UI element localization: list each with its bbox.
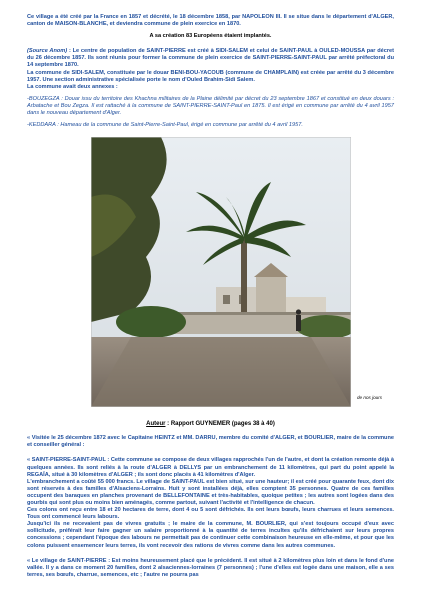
sidi-salem-paragraph: La commune de SIDI-SALEM, constituée par le douar BENI-BOU-YACOUB (commune de CHAMPLAIN) est créée par arrêté du 3 décembre 1957. Une section administrative spécialisée porte le nom d'Ouled Brahim-Sidi Salem. xyxy=(27,69,394,83)
village-photo-image xyxy=(91,137,351,407)
creation-note: A sa création 83 Européens étaient implantés. xyxy=(149,33,272,40)
source-paragraph xyxy=(27,48,394,69)
source-label: (Source Anom) xyxy=(27,48,68,55)
village-photo xyxy=(91,137,351,407)
annex-bouzegza: -BOUZEGZA : Douar issu du territoire des Khachna militaires de la Plaine délimité par décret du 23 septembre 1867 et constitué en deux douars : Arbatache et Bou Zegza. Il est rattaché à la commune de SAINT-PIERRE-SAINT-Paul en 1875. Il est érigé en commune par arrêté du 4 avril 1957 dans le nouveau département d'Alger. xyxy=(27,95,394,117)
author-text: : Rapport GUYNEMER (pages 38 à 40) xyxy=(165,421,275,428)
report-intro: « Visitée le 25 décembre 1872 avec le Capitaine HEINTZ et MM. DARRU, membre du comité d'ALGER, et BOURLIER, maire de la commune et conseiller général : xyxy=(27,435,394,449)
intro-paragraph: Ce village a été créé par la France en 1857 et décrété, le 18 décembre 1858, par NAPOLEON III. Il se situe dans le département d'ALGER, canton de MAISON-BLANCHE, et deviendra commune de plein exercice en 1870. xyxy=(27,14,394,28)
report-paragraph: « SAINT-PIERRE-SAINT-PAUL : Cette commune se compose de deux villages rapprochés l'un de l'autre, et dont la création remonte déjà à quelques années. Ils sont reliés à la route d'ALGER à DELLYS par un embranchement de 11 kilomètres, qui part du point appelé la REGAÏA, situé à 30 kilomètres d'ALGER ; ils sont donc placés à 41 kilomètres d'Alger. xyxy=(27,457,394,478)
report-paragraph: Ces colons ont reçu entre 18 et 20 hectares de terre, dont 4 ou 5 sont défrichés. Ils ont leurs bœufs, leurs charrues et leurs semences. Tous ont commencé leurs labours. xyxy=(27,507,394,521)
source-text: : Le centre de population de SAINT-PIERRE est créé à SIDI-SALEM et celui de SAINT-PAUL à OULED-MOUSSA par décret du 26 décembre 1857. Ils sont réunis pour former la commune de plein exercice de SAINT-PIERRE-SAINT-PAUL par arrêté préfectoral du 14 septembre 1870. xyxy=(27,48,395,69)
report-paragraph: « Le village de SAINT-PIERRE : Est moins heureusement placé que le précédent. Il est situé à 2 kilomètres plus loin et dans le fond d'une vallée. Il y a dans ce moment 20 familles, dont 2 alsaciennes-lorraines (7 personnes) ; l'une d'elles est logée dans une maison, elle a ses terres, ses bœufs, charrue, semences, etc ; l'autre ne pourra pas xyxy=(27,557,394,578)
annex-keddara: -KEDDARA : Hameau de la commune de Saint-Pierre-Saint-Paul, érigé en commune par arrêté du 4 avril 1957. xyxy=(27,122,303,129)
report-paragraph: Jusqu'ici ils ne recevaient pas de vivres gratuits ; le maire de la commune, M. BOURLIER, qui s'est toujours occupé d'eux avec sollicitude, préférait leur faire gagner un salaire proportionné à la quantité de terres incultes qu'ils défrichaient sur leurs propres concessions ; cependant l'époque des labours ne permettait pas de continuer cette combinaison heureuse en elle-même, et pour que les colons puissent ensemencer leurs terres, ils vont recevoir des rations de vivres comme dans les autres communes. xyxy=(27,521,394,549)
report-paragraph: L'embranchement a coûté 55 000 francs. Le village de SAINT-PAUL est bien situé, sur une hauteur; il est créé pour quarante feux, dont dix sont réservés à des familles d'Alsaciens-Lorrains. Huit y sont installées déjà, elles comptent 35 personnes. Quatre de ces familles occupent des baraques en planches provenant de BELLEFONTAINE et très-habitables, quoique petites ; les autres sont logées dans des gourbis qui sont plus ou moins bien aménagés, comme partout, suivant l'activité et l'intelligence de chacun. xyxy=(27,478,394,506)
photo-section xyxy=(27,137,394,409)
photo-caption: de nos jours xyxy=(357,395,383,401)
annexes-heading: La commune avait deux annexes : xyxy=(27,83,118,90)
author-label: Auteur xyxy=(146,421,166,428)
